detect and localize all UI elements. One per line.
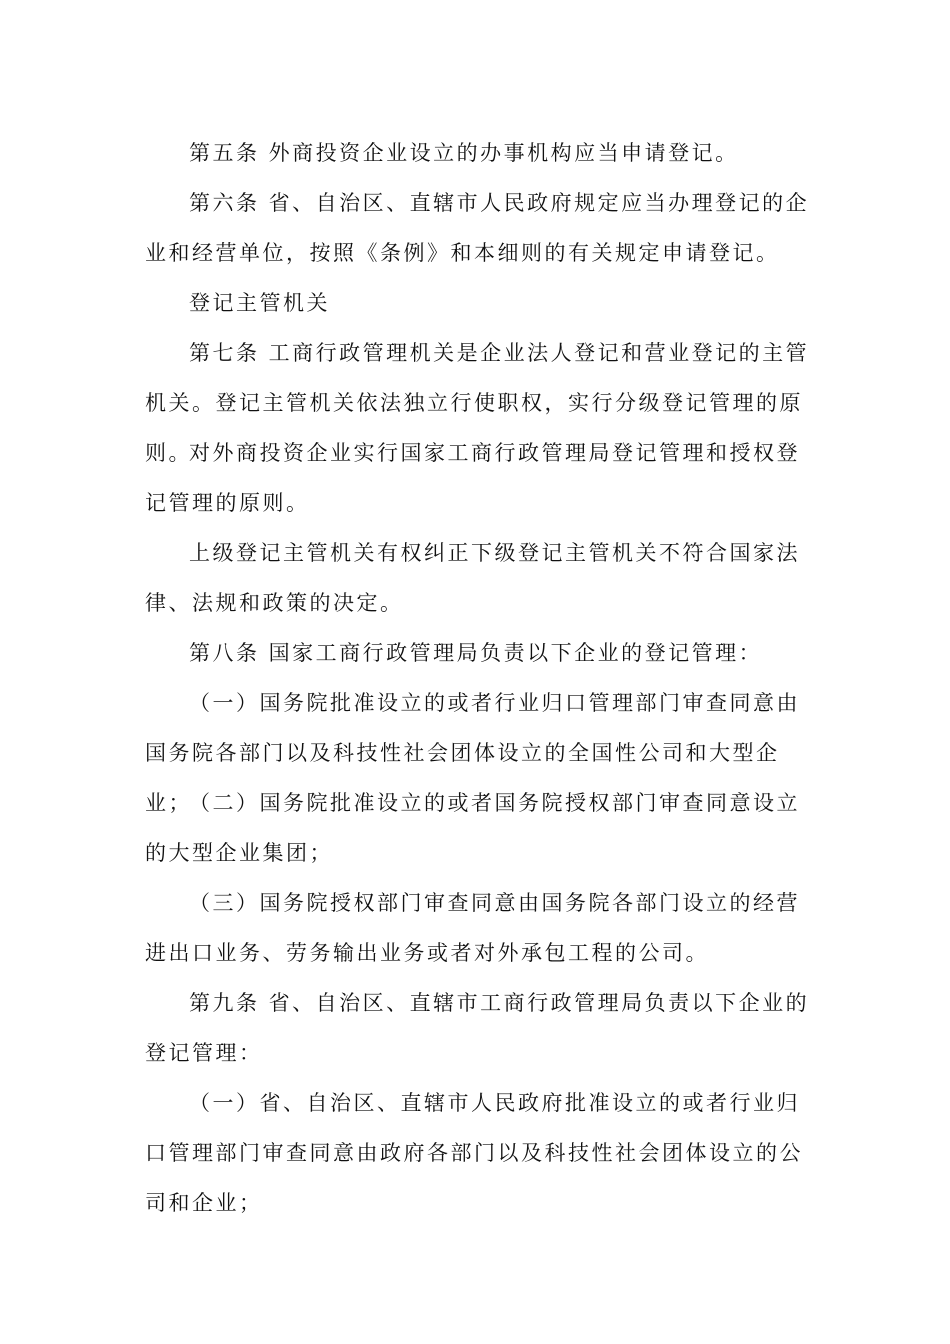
article-5-paragraph: 第五条 外商投资企业设立的办事机构应当申请登记。 bbox=[189, 141, 739, 165]
article-7-paragraph: 第七条 工商行政管理机关是企业法人登记和营业登记的主管机关。登记主管机关依法独立行使职权，实行分级登记管理的原则。 bbox=[145, 341, 810, 465]
article-7-foreign-investment-paragraph: 对外商投资企业实行国家工商行政管理局登记管理和授权登记管理的原则。 bbox=[145, 441, 800, 515]
article-6-paragraph: 第六条 省、自治区、直辖市人民政府规定应当办理登记的企业和经营单位，按照《条例》和本细则的有关规定申请登记。 bbox=[145, 191, 810, 265]
article-8-paragraph: 第八条 国家工商行政管理局负责以下企业的登记管理： bbox=[189, 641, 763, 665]
article-8-item-3: （三）国务院授权部门审查同意由国务院各部门设立的经营进出口业务、劳务输出业务或者对外承包工程的公司。 bbox=[145, 891, 800, 965]
section-heading-registration-authority: 登记主管机关 bbox=[189, 291, 330, 315]
article-9-item-1: （一）省、自治区、直辖市人民政府批准设立的或者行业归口管理部门审查同意由政府各部门以及科技性社会团体设立的公司和企业； bbox=[145, 1091, 803, 1215]
article-8-item-2: （二）国务院批准设立的或者国务院授权部门审查同意设立的大型企业集团； bbox=[145, 791, 800, 865]
article-8-item-1: （一）国务院批准设立的或者行业归口管理部门审查同意由国务院各部门以及科技性社会团体设立的全国性公司和大型企业； bbox=[145, 691, 800, 815]
article-9-paragraph: 第九条 省、自治区、直辖市工商行政管理局负责以下企业的登记管理： bbox=[145, 991, 810, 1065]
article-7-superior-authority-paragraph: 上级登记主管机关有权纠正下级登记主管机关不符合国家法律、法规和政策的决定。 bbox=[145, 541, 800, 615]
